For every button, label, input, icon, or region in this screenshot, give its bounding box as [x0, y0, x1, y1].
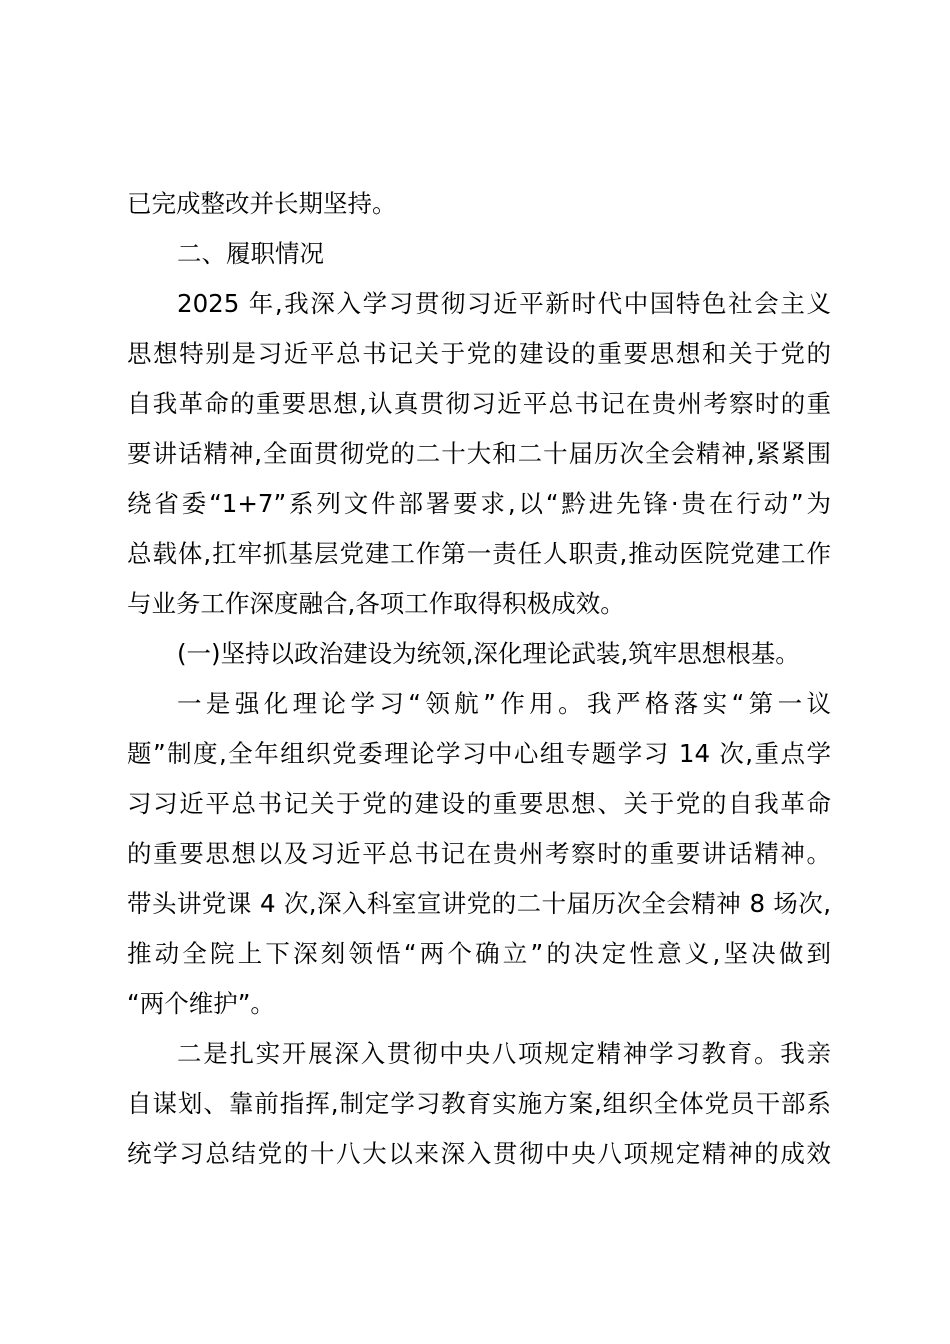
text-line: 带头讲党课 4 次,深入科室宣讲党的二十届历次全会精神 8 场次, [127, 889, 831, 918]
text-line: 自谋划、靠前指挥,制定学习教育实施方案,组织全体党员干部系 [127, 1089, 831, 1118]
text-line: 推动全院上下深刻领悟“两个确立”的决定性意义,坚决做到 [127, 939, 831, 968]
text-line: 总载体,扛牢抓基层党建工作第一责任人职责,推动医院党建工作 [127, 539, 831, 568]
text-line: “两个维护”。 [127, 989, 275, 1018]
text-line: 已完成整改并长期坚持。 [127, 189, 397, 218]
text-line: 2025 年,我深入学习贯彻习近平新时代中国特色社会主义 [177, 289, 831, 318]
text-line: 绕省委“1+7”系列文件部署要求,以“黔进先锋·贵在行动”为 [127, 489, 831, 518]
section-heading: 二、履职情况 [177, 239, 324, 268]
text-line: 思想特别是习近平总书记关于党的建设的重要思想和关于党的 [127, 339, 831, 368]
text-line: 的重要思想以及习近平总书记在贵州考察时的重要讲话精神。 [127, 839, 831, 868]
text-line: 习习近平总书记关于党的建设的重要思想、关于党的自我革命 [127, 789, 831, 818]
text-line: 与业务工作深度融合,各项工作取得积极成效。 [127, 589, 625, 618]
subsection-heading: (一)坚持以政治建设为统领,深化理论武装,筑牢思想根基。 [177, 639, 800, 668]
text-line: 二是扎实开展深入贯彻中央八项规定精神学习教育。我亲 [177, 1039, 831, 1068]
text-line: 统学习总结党的十八大以来深入贯彻中央八项规定精神的成效 [127, 1139, 831, 1168]
text-line: 一是强化理论学习“领航”作用。我严格落实“第一议 [177, 689, 831, 718]
text-line: 要讲话精神,全面贯彻党的二十大和二十届历次全会精神,紧紧围 [127, 439, 831, 468]
text-line: 自我革命的重要思想,认真贯彻习近平总书记在贵州考察时的重 [127, 389, 831, 418]
text-line: 题”制度,全年组织党委理论学习中心组专题学习 14 次,重点学 [127, 739, 831, 768]
